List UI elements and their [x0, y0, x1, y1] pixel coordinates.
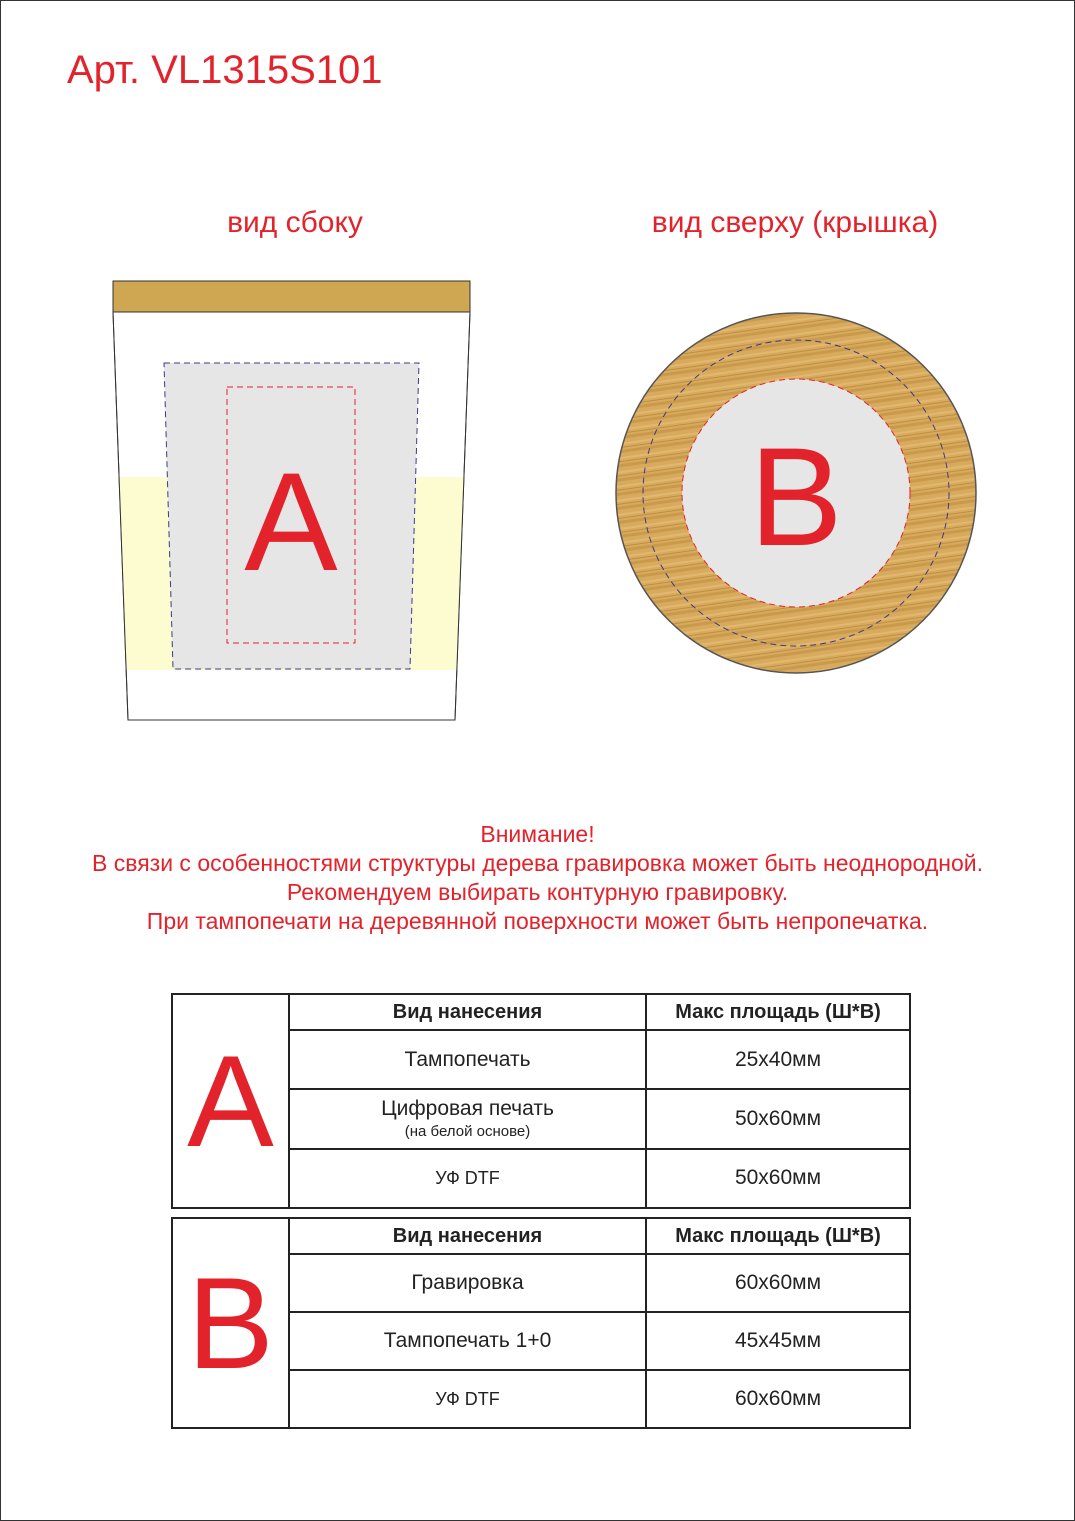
- header-method: Вид нанесения: [290, 1219, 647, 1253]
- method-cell: Тампопечать 1+0: [383, 1329, 552, 1352]
- method-cell: Тампопечать: [404, 1047, 531, 1071]
- table-row: [290, 1313, 909, 1371]
- table-zone-a: [171, 993, 911, 1209]
- table-header-row: [290, 1219, 909, 1255]
- zone-b-letter: B: [749, 418, 843, 575]
- header-size: Макс площадь (Ш*В): [675, 1224, 881, 1247]
- table-header-row: [290, 995, 909, 1031]
- header-method: Вид нанесения: [290, 995, 647, 1029]
- table-row: [290, 1090, 909, 1149]
- size-cell: 25x40мм: [734, 1047, 822, 1071]
- notice-line-3: При тампопечати на деревянной поверхности может быть непропечатка.: [146, 908, 929, 934]
- table-row: [290, 1255, 909, 1313]
- header-size: Макс площадь (Ш*В): [675, 1000, 881, 1023]
- lid-top-view: [616, 313, 976, 673]
- top-view-label: вид сверху (крышка): [651, 206, 939, 239]
- table-a-letter: A: [173, 995, 290, 1207]
- article-title: Арт. VL1315S101: [67, 48, 383, 92]
- notice-line-1: В связи с особенностями структуры дерева гравировка может быть неоднородной.: [92, 850, 983, 876]
- method-cell: УФ DTF: [435, 1167, 500, 1188]
- cup-side-view: [100, 281, 480, 720]
- table-zone-b: [171, 1217, 911, 1429]
- size-cell: 45x45мм: [734, 1329, 822, 1352]
- size-cell: 50x60мм: [734, 1166, 822, 1190]
- method-note: (на белой основе): [404, 1123, 531, 1141]
- method-cell: УФ DTF: [435, 1388, 500, 1409]
- table-row: [290, 1031, 909, 1090]
- table-row: [290, 1371, 909, 1427]
- side-view-label: вид сбоку: [227, 206, 363, 239]
- size-cell: 60x60мм: [734, 1271, 822, 1294]
- table-b-letter: B: [173, 1219, 290, 1427]
- method-cell: Цифровая печать: [381, 1097, 554, 1121]
- notice-heading: Внимание!: [480, 821, 595, 847]
- cup-lid: [113, 281, 470, 312]
- method-cell: Гравировка: [411, 1271, 524, 1294]
- table-row: [290, 1150, 909, 1207]
- size-cell: 60x60мм: [734, 1387, 822, 1410]
- zone-a-letter: A: [244, 443, 338, 600]
- notice-line-2: Рекомендуем выбирать контурную гравировку.: [286, 879, 789, 905]
- notice-block: [0, 820, 1075, 936]
- size-cell: 50x60мм: [734, 1106, 822, 1130]
